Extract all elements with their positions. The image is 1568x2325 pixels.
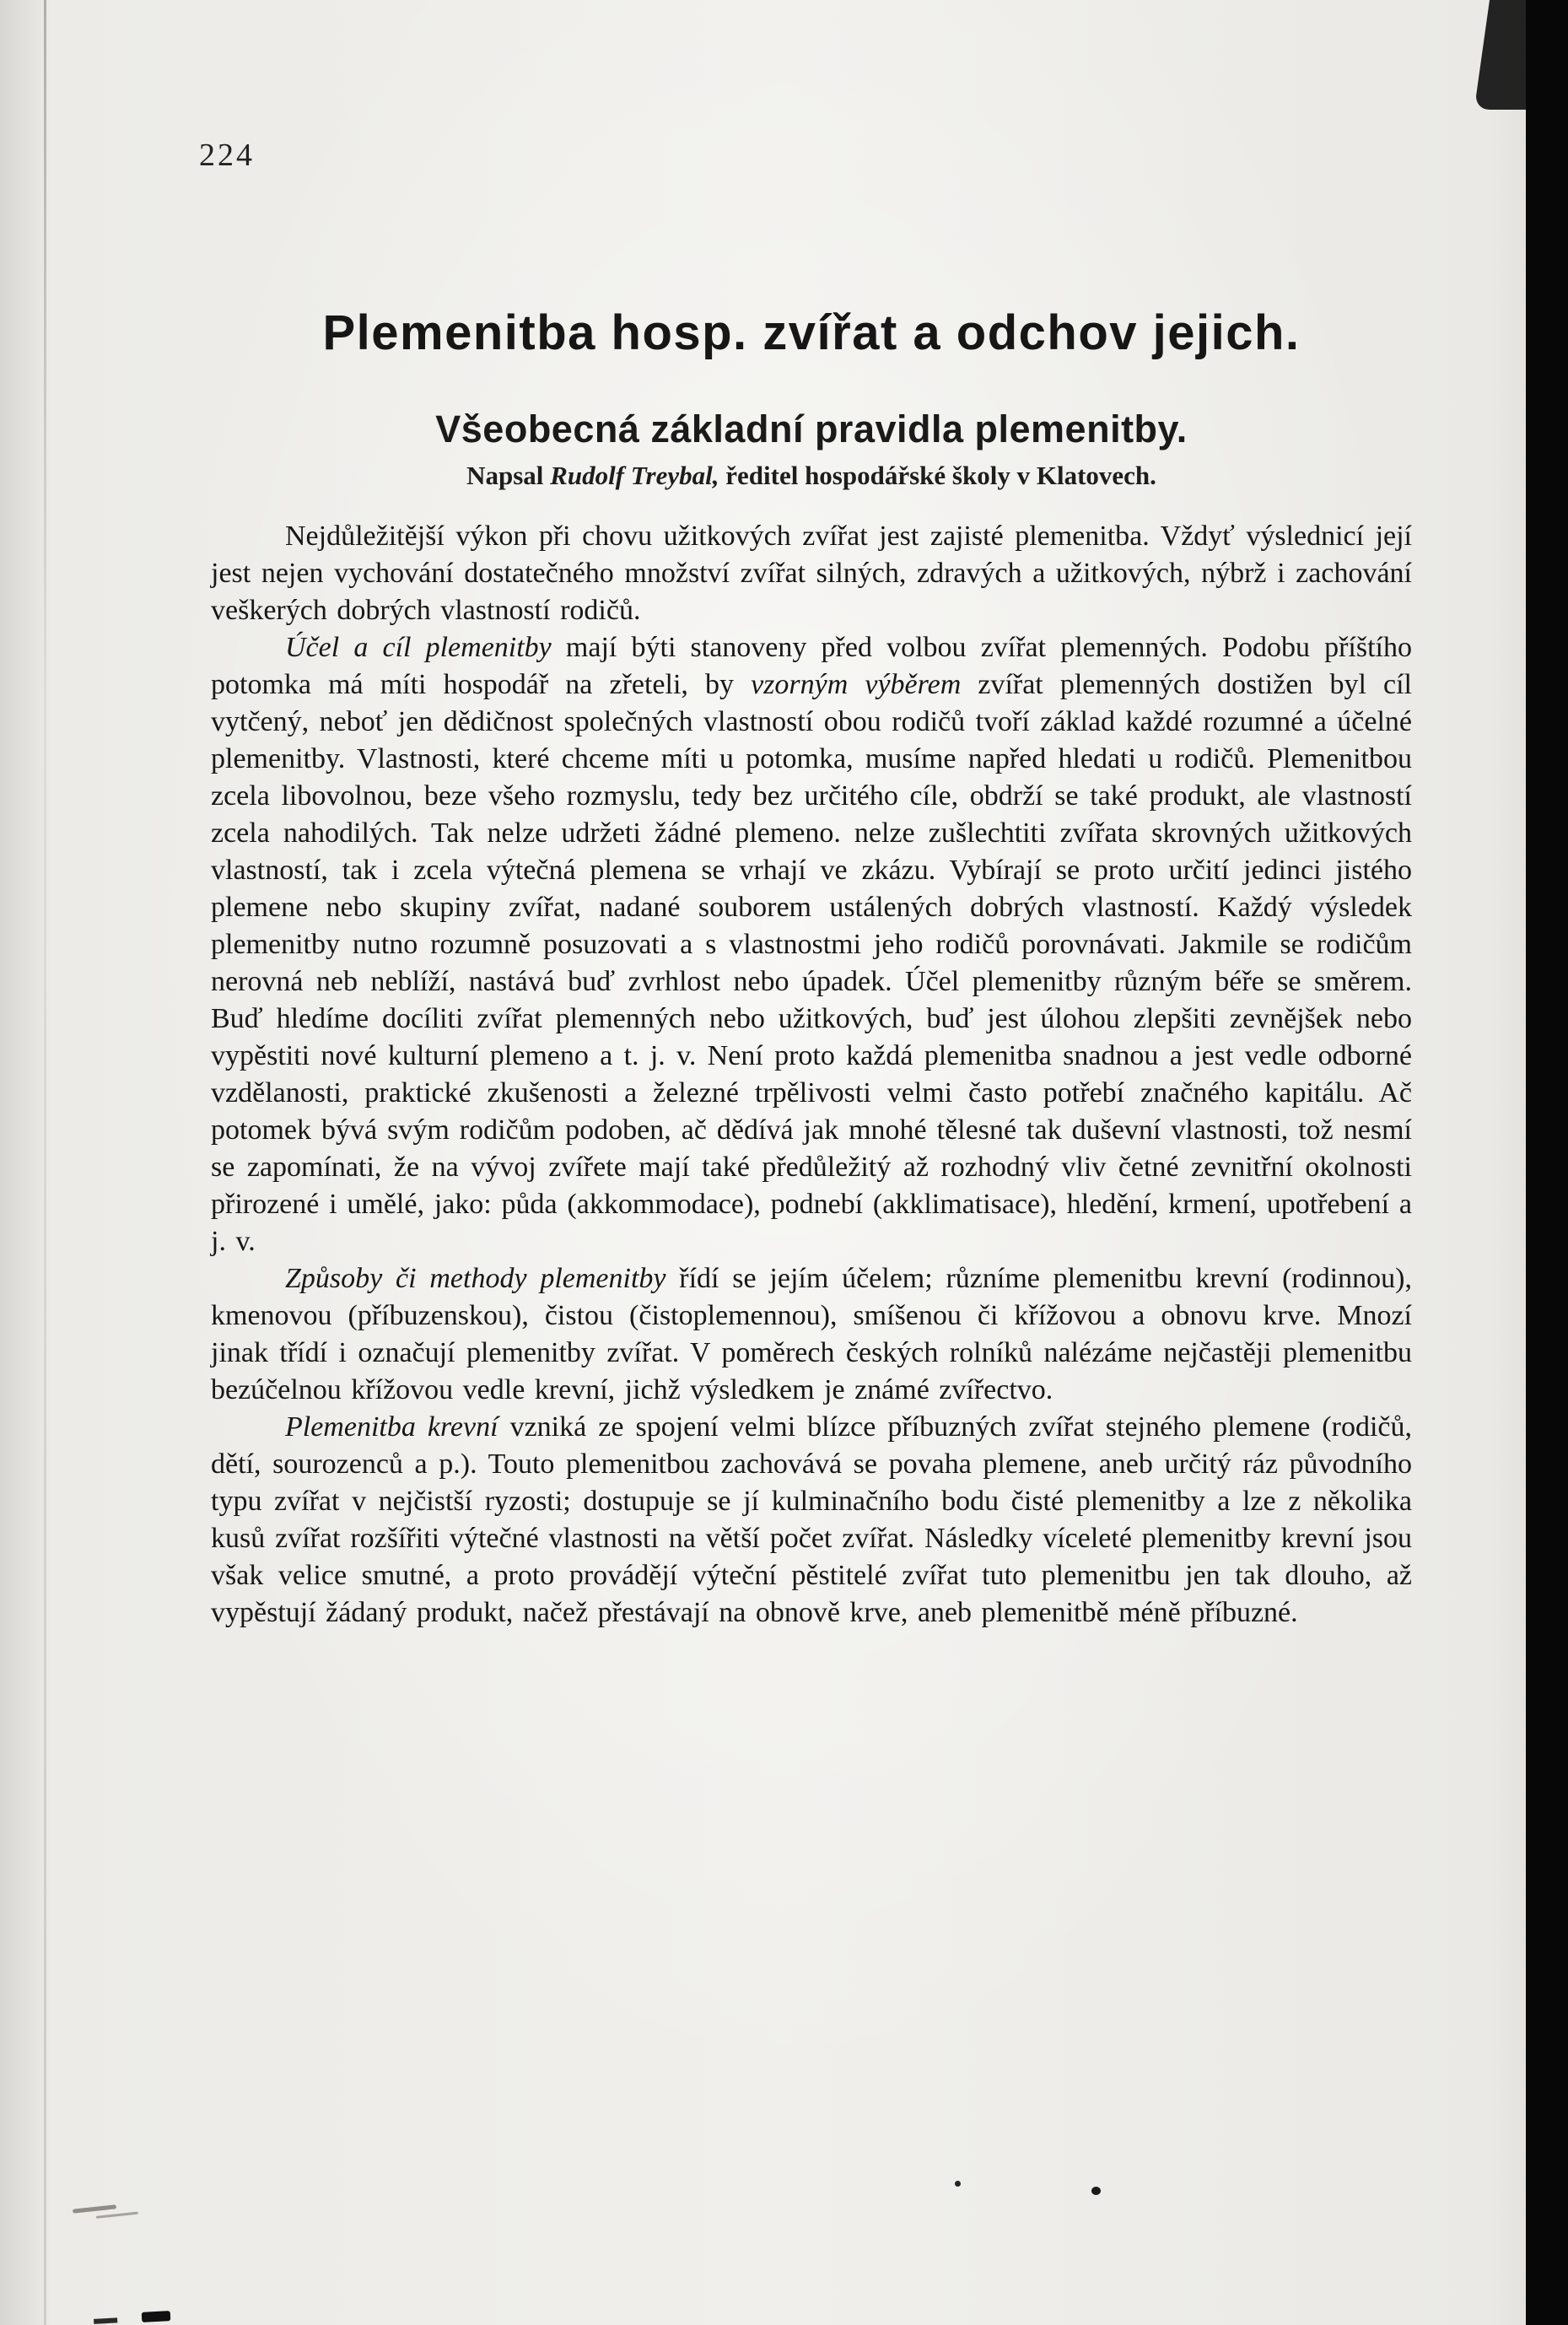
scan-left-edge-shadow <box>44 0 46 2325</box>
emphasized-text: Způsoby či methody plemenitby <box>285 1263 666 1294</box>
byline <box>211 461 1412 491</box>
ink-speck-small <box>955 2181 961 2187</box>
body-text-run: Nejdůležitější výkon při chovu užitkových zvířat jest zajisté plemenitba. Vždyť výslednicí její jest nejen vychování dostatečného množství zvířat silných, zdravých a užitkových, nýbrž i zachování veškerých dobrých vlastností rodičů. <box>211 521 1412 626</box>
byline-prefix: Napsal <box>466 461 551 490</box>
article-subtitle: Všeobecná základní pravidla plemenitby. <box>435 407 1188 451</box>
emphasized-text: vzorným výběrem <box>751 669 962 700</box>
body-text <box>211 518 1412 1632</box>
article-title: Plemenitba hosp. zvířat a odchov jejich. <box>322 305 1301 360</box>
paragraph <box>211 1409 1412 1632</box>
paragraph <box>211 518 1412 629</box>
page-number: 224 <box>199 138 255 173</box>
ink-speck-bottom <box>142 2311 171 2322</box>
byline-suffix: ředitel hospodářské školy v Klatovech. <box>719 461 1156 490</box>
body-text-run: vzniká ze spojení velmi blízce příbuzných zvířat stejného plemene (rodičů, dětí, sourozenců a p.). Touto plemenitbou zachovává se povaha plemene, aneb určitý ráz původního typu zvířat v nejčistší ryzosti; dostupuje se jí kulminačního bodu čisté plemenitby a lze z několika kusů zvířat rozšířiti výtečné vlastnosti na větší počet zvířat. Následky víceleté plemenitby krevní jsou však velice smutné, a proto provádějí výteční pěstitelé zvířat tuto plemenitbu jen tak dlouho, až vypěstují žádaný produkt, načež přestávají na obnově krve, aneb plemenitbě méně příbuzné. <box>211 1411 1412 1628</box>
emphasized-text: Plemenitba krevní <box>285 1411 498 1443</box>
paragraph <box>211 629 1412 1260</box>
paragraph <box>211 1260 1412 1409</box>
byline-author: Rudolf Treybal, <box>550 461 719 490</box>
body-text-run: zvířat plemenných dostižen byl cíl vytčený, neboť jen dědičnost společných vlastností obou rodičů tvoří základ každé rozumné a účelné plemenitby. Vlastnosti, které chceme míti u potomka, musíme napřed hledati u rodičů. Plemenitbou zcela libovolnou, beze všeho rozmyslu, tedy bez určitého cíle, obdrží se také produkt, ale vlastností zcela nahodilých. Tak nelze udržeti žádné plemeno. nelze zušlechtiti zvířata skrovných užitkových vlastností, tak i zcela výtečná plemena se vrhají ve zkázu. Vybírají se proto určití jedinci jistého plemene nebo skupiny zvířat, nadané souborem ustálených dobrých vlastností. Každý výsledek plemenitby nutno rozumně posuzovati a s vlastnostmi jeho rodičů porovnávati. Jakmile se rodičům nerovná neb neblíží, nastává buď zvrhlost nebo úpadek. Účel plemenitby různým béře se směrem. Buď hledíme docíliti zvířat plemenných nebo užitkových, buď jest úlohou zlepšiti zevnějšek nebo vypěstiti nové kulturní plemeno a t. j. v. Není proto každá plemenitba snadnou a jest vedle odborné vzdělanosti, praktické zkušenosti a železné trpělivosti velmi často potřebí značného kapitálu. Ač potomek bývá svým rodičům podoben, ač dědívá jak mnohé tělesné tak duševní vlastnosti, tož nesmí se zapomínati, že na vývoj zvířete mají také předůležitý až rozhodný vliv četné zevnitřní okolnosti přirozené i umělé, jako: půda (akkommodace), podnebí (akklimatisace), hledění, krmení, upotřebení a j. v. <box>211 669 1412 1257</box>
scan-binding-bar <box>1526 0 1568 2325</box>
ink-speck-large <box>1091 2187 1101 2195</box>
body-text-run: mají býti stanoveny před volbou zvířat plemenných. Podobu příštího potomka má míti hospodář na zřeteli, by <box>211 632 1412 700</box>
body-text-run: řídí se jejím účelem; různíme plemenitbu krevní (rodinnou), kmenovou (příbuzenskou), čistou (čistoplemennou), smíšenou či křížovou a obnovu krve. Mnozí jinak třídí i označují plemenitby zvířat. V poměrech českých rolníků nalézáme nejčastěji plemenitbu bezúčelnou křížovou vedle krevní, jichž výsledkem je známé zvířectvo. <box>211 1263 1412 1405</box>
emphasized-text: Účel a cíl plemenitby <box>285 632 552 663</box>
pencil-mark <box>73 2204 116 2213</box>
